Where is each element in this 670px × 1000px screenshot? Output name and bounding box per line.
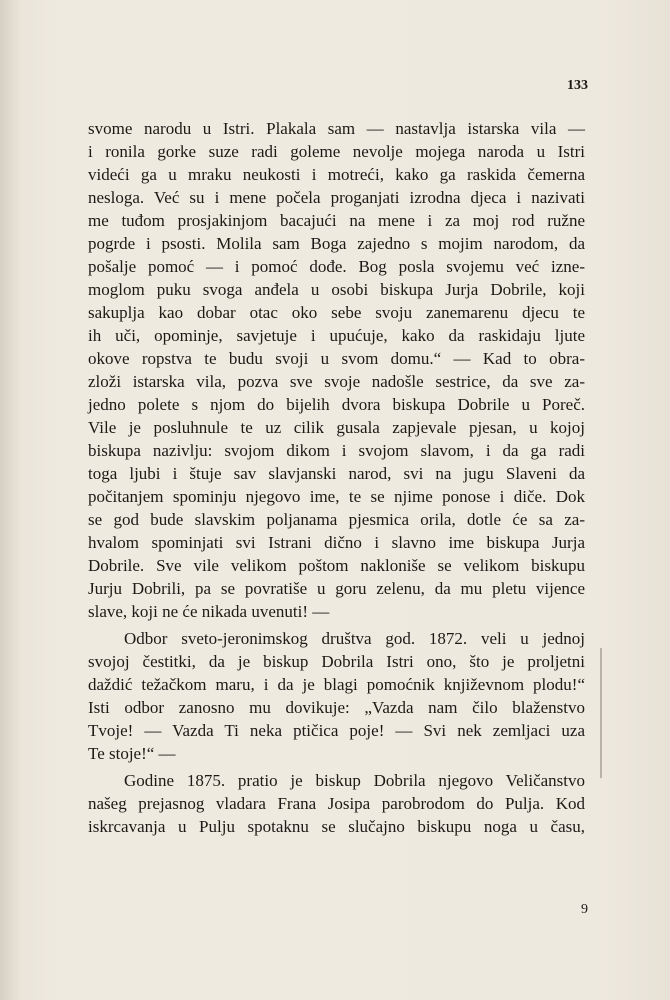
text-line: daždić težačkom maru, i da je blagi pomoćnik književnom plodu!“: [88, 675, 585, 694]
text-line: svome narodu u Istri. Plakala sam — nastavlja istarska vila —: [88, 119, 585, 138]
text-line: Isti odbor zanosno mu dovikuje: „Vazda nam čilo blaženstvo: [88, 698, 585, 717]
text-line: moglom puku svoga anđela u osobi biskupa Jurja Dobrile, koji: [88, 280, 585, 299]
paragraph-3: [88, 769, 585, 838]
signature-mark: 9: [581, 902, 588, 917]
text-line: Dobrile. Sve vile velikom poštom nakloniše se velikom biskupu: [88, 556, 585, 575]
text-line: nesloga. Već su i mene počela proganjati izrodna djeca i nazivati: [88, 188, 585, 207]
text-line: me tuđom prosjakinjom bacajući na mene i za moj rod ružne: [88, 211, 585, 230]
text-line: se god bude slavskim poljanama pjesmica orila, dotle će sa za-: [88, 510, 585, 529]
text-line: pogrde i psosti. Molila sam Boga zajedno s mojim narodom, da: [88, 234, 585, 253]
margin-mark: [600, 648, 602, 778]
text-line: slave, koji ne će nikada uvenuti! —: [88, 602, 330, 621]
text-line: Godine 1875. pratio je biskup Dobrila njegovo Veličanstvo: [124, 771, 585, 790]
text-line: biskupa nazivlju: svojom dikom i svojom slavom, i da ga radi: [88, 441, 585, 460]
text-line: okove ropstva te budu svoji u svom domu.“ — Kad to obra-: [88, 349, 585, 368]
text-line: Vile je posluhnule te uz cilik gusala zapjevale pjesan, u kojoj: [88, 418, 585, 437]
text-line: iskrcavanja u Pulju spotaknu se slučajno biskupu noga u času,: [88, 817, 585, 836]
text-line: Tvoje! — Vazda Ti neka ptičica poje! — Svi nek zemljaci uza: [88, 721, 585, 740]
paragraph-2: [88, 627, 585, 765]
text-line: pošalje pomoć — i pomoć dođe. Bog posla svojemu već izne-: [88, 257, 585, 276]
text-line: toga ljubi i štuje sav slavjanski narod, svi na jugu Slaveni da: [88, 464, 585, 483]
text-line: Odbor sveto-jeronimskog društva god. 1872. veli u jednoj: [124, 629, 585, 648]
text-line: svojoj čestitki, da je biskup Dobrila Istri ono, što je proljetni: [88, 652, 585, 671]
text-line: zloži istarska vila, pozva sve svoje nadošle sestrice, da sve za-: [88, 372, 585, 391]
text-line: i ronila gorke suze radi goleme nevolje mojega naroda u Istri: [88, 142, 585, 161]
text-line: sakuplja kao dobar otac oko sebe svoju zanemarenu djecu te: [88, 303, 585, 322]
text-line: počitanjem spominju njegovo ime, te se njime ponose i diče. Dok: [88, 487, 585, 506]
text-line: Te stoje!“ —: [88, 744, 176, 763]
paragraph-1: [88, 117, 585, 623]
text-line: Jurju Dobrili, pa se povratiše u goru zelenu, da mu pletu vijence: [88, 579, 585, 598]
page-number: 133: [567, 78, 588, 93]
text-line: jedno polete s njom do bijelih dvora biskupa Dobrile u Poreč.: [88, 395, 585, 414]
body-text: [88, 117, 585, 838]
text-line: našeg prejasnog vladara Frana Josipa parobrodom do Pulja. Kod: [88, 794, 585, 813]
text-line: ih uči, opominje, savjetuje i upućuje, kako da raskidaju ljute: [88, 326, 585, 345]
text-line: videći ga u mraku neukosti i motreći, kako ga raskida čemerna: [88, 165, 585, 184]
text-line: hvalom spominjati svi Istrani dično i slavno ime biskupa Jurja: [88, 533, 585, 552]
